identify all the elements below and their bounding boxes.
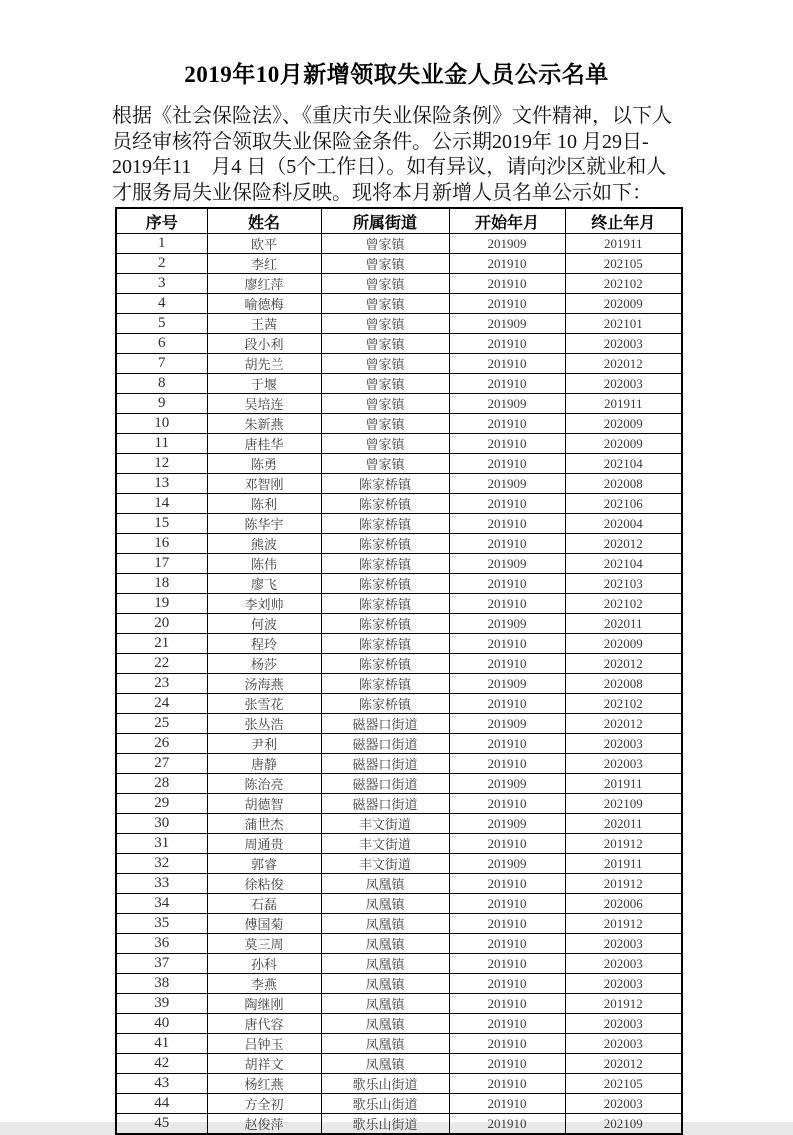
table-cell: 201909 bbox=[449, 314, 565, 334]
table-cell: 曾家镇 bbox=[321, 454, 449, 474]
table-cell: 陈家桥镇 bbox=[321, 694, 449, 714]
table-row bbox=[116, 254, 682, 274]
cell-seq: 32 bbox=[116, 854, 207, 874]
table-row bbox=[116, 714, 682, 734]
table-cell: 201910 bbox=[449, 514, 565, 534]
table-cell: 唐静 bbox=[207, 754, 321, 774]
table-cell: 吕钟玉 bbox=[207, 1034, 321, 1054]
intro-paragraph bbox=[112, 104, 686, 206]
column-header: 序号 bbox=[116, 208, 207, 234]
table-cell: 201909 bbox=[449, 854, 565, 874]
table-cell: 曾家镇 bbox=[321, 234, 449, 254]
table-cell: 201910 bbox=[449, 954, 565, 974]
table-row bbox=[116, 594, 682, 614]
table-cell: 202012 bbox=[565, 354, 682, 374]
table-cell: 孙科 bbox=[207, 954, 321, 974]
table-cell: 曾家镇 bbox=[321, 414, 449, 434]
table-cell: 201910 bbox=[449, 454, 565, 474]
table-row bbox=[116, 1054, 682, 1074]
table-cell: 201910 bbox=[449, 974, 565, 994]
table-cell: 凤凰镇 bbox=[321, 1034, 449, 1054]
table-cell: 张丛浩 bbox=[207, 714, 321, 734]
table-cell: 陈治亮 bbox=[207, 774, 321, 794]
cell-seq: 23 bbox=[116, 674, 207, 694]
table-cell: 傅国菊 bbox=[207, 914, 321, 934]
table-row bbox=[116, 294, 682, 314]
table-cell: 磁器口街道 bbox=[321, 714, 449, 734]
table-cell: 邓智刚 bbox=[207, 474, 321, 494]
cell-seq: 15 bbox=[116, 514, 207, 534]
table-cell: 喻德梅 bbox=[207, 294, 321, 314]
table-cell: 201910 bbox=[449, 1034, 565, 1054]
table-cell: 陈家桥镇 bbox=[321, 614, 449, 634]
table-cell: 201910 bbox=[449, 754, 565, 774]
page-title: 2019年10月新增领取失业金人员公示名单 bbox=[184, 62, 609, 87]
table-row bbox=[116, 634, 682, 654]
table-cell: 丰文街道 bbox=[321, 854, 449, 874]
table-cell: 202012 bbox=[565, 654, 682, 674]
cell-seq: 30 bbox=[116, 814, 207, 834]
table-body bbox=[116, 234, 682, 1135]
cell-seq: 17 bbox=[116, 554, 207, 574]
table-row bbox=[116, 834, 682, 854]
table-cell: 202101 bbox=[565, 314, 682, 334]
cell-seq: 16 bbox=[116, 534, 207, 554]
intro-line: 根据《社会保险法》、《重庆市失业保险条例》文件精神，以下人 bbox=[112, 105, 672, 127]
table-cell: 唐代容 bbox=[207, 1014, 321, 1034]
table-cell: 201910 bbox=[449, 534, 565, 554]
table-row bbox=[116, 354, 682, 374]
cell-seq: 8 bbox=[116, 374, 207, 394]
table-cell: 201909 bbox=[449, 234, 565, 254]
table-cell: 凤凰镇 bbox=[321, 954, 449, 974]
table-cell: 赵俊萍 bbox=[207, 1114, 321, 1135]
table-cell: 曾家镇 bbox=[321, 394, 449, 414]
table-cell: 201910 bbox=[449, 294, 565, 314]
cell-seq: 45 bbox=[116, 1114, 207, 1135]
table-cell: 201910 bbox=[449, 254, 565, 274]
table-cell: 202008 bbox=[565, 674, 682, 694]
table-row bbox=[116, 314, 682, 334]
table-cell: 磁器口街道 bbox=[321, 794, 449, 814]
table-cell: 陈家桥镇 bbox=[321, 514, 449, 534]
table-cell: 201910 bbox=[449, 654, 565, 674]
table-row bbox=[116, 814, 682, 834]
cell-seq: 11 bbox=[116, 434, 207, 454]
table-cell: 201912 bbox=[565, 874, 682, 894]
table-cell: 202009 bbox=[565, 414, 682, 434]
table-cell: 磁器口街道 bbox=[321, 774, 449, 794]
table-header-row bbox=[116, 208, 682, 234]
table-cell: 曾家镇 bbox=[321, 294, 449, 314]
table-cell: 202105 bbox=[565, 1074, 682, 1094]
table-row bbox=[116, 574, 682, 594]
table-cell: 曾家镇 bbox=[321, 254, 449, 274]
table-cell: 201910 bbox=[449, 914, 565, 934]
table-row bbox=[116, 474, 682, 494]
table-cell: 201909 bbox=[449, 394, 565, 414]
cell-seq: 43 bbox=[116, 1074, 207, 1094]
table-row bbox=[116, 374, 682, 394]
table-row bbox=[116, 754, 682, 774]
table-cell: 202003 bbox=[565, 374, 682, 394]
table-row bbox=[116, 334, 682, 354]
table-cell: 202102 bbox=[565, 694, 682, 714]
cell-seq: 4 bbox=[116, 294, 207, 314]
table-cell: 201910 bbox=[449, 934, 565, 954]
cell-seq: 6 bbox=[116, 334, 207, 354]
cell-seq: 28 bbox=[116, 774, 207, 794]
table-cell: 欧平 bbox=[207, 234, 321, 254]
table-cell: 凤凰镇 bbox=[321, 994, 449, 1014]
table-cell: 莫三周 bbox=[207, 934, 321, 954]
table-cell: 201910 bbox=[449, 1114, 565, 1135]
table-cell: 歌乐山街道 bbox=[321, 1114, 449, 1135]
table-cell: 201910 bbox=[449, 434, 565, 454]
table-cell: 201909 bbox=[449, 474, 565, 494]
table-cell: 202012 bbox=[565, 714, 682, 734]
table-cell: 202003 bbox=[565, 1034, 682, 1054]
table-cell: 陈家桥镇 bbox=[321, 674, 449, 694]
table-cell: 胡祥文 bbox=[207, 1054, 321, 1074]
table-cell: 曾家镇 bbox=[321, 354, 449, 374]
table-cell: 202102 bbox=[565, 274, 682, 294]
cell-seq: 35 bbox=[116, 914, 207, 934]
table-cell: 曾家镇 bbox=[321, 334, 449, 354]
cell-seq: 29 bbox=[116, 794, 207, 814]
table-cell: 202004 bbox=[565, 514, 682, 534]
cell-seq: 14 bbox=[116, 494, 207, 514]
table-cell: 磁器口街道 bbox=[321, 754, 449, 774]
cell-seq: 33 bbox=[116, 874, 207, 894]
table-cell: 胡德智 bbox=[207, 794, 321, 814]
table-cell: 202011 bbox=[565, 614, 682, 634]
table-cell: 201910 bbox=[449, 694, 565, 714]
table-cell: 王茜 bbox=[207, 314, 321, 334]
table-cell: 陈家桥镇 bbox=[321, 534, 449, 554]
cell-seq: 27 bbox=[116, 754, 207, 774]
cell-seq: 1 bbox=[116, 234, 207, 254]
cell-seq: 13 bbox=[116, 474, 207, 494]
table-cell: 磁器口街道 bbox=[321, 734, 449, 754]
table-cell: 曾家镇 bbox=[321, 374, 449, 394]
table-row bbox=[116, 974, 682, 994]
table-cell: 郭睿 bbox=[207, 854, 321, 874]
table-row bbox=[116, 854, 682, 874]
cell-seq: 36 bbox=[116, 934, 207, 954]
table-row bbox=[116, 234, 682, 254]
table-cell: 陈家桥镇 bbox=[321, 634, 449, 654]
table-row bbox=[116, 1094, 682, 1114]
table-cell: 201910 bbox=[449, 494, 565, 514]
table-cell: 凤凰镇 bbox=[321, 1054, 449, 1074]
table-row bbox=[116, 694, 682, 714]
table-cell: 202104 bbox=[565, 454, 682, 474]
table-cell: 陈利 bbox=[207, 494, 321, 514]
table-cell: 202109 bbox=[565, 1114, 682, 1135]
table-cell: 201909 bbox=[449, 814, 565, 834]
table-cell: 201910 bbox=[449, 1014, 565, 1034]
table-cell: 杨莎 bbox=[207, 654, 321, 674]
cell-seq: 20 bbox=[116, 614, 207, 634]
table-cell: 201909 bbox=[449, 614, 565, 634]
table-cell: 202102 bbox=[565, 594, 682, 614]
table-cell: 廖飞 bbox=[207, 574, 321, 594]
cell-seq: 25 bbox=[116, 714, 207, 734]
cell-seq: 19 bbox=[116, 594, 207, 614]
cell-seq: 22 bbox=[116, 654, 207, 674]
table-cell: 周通贵 bbox=[207, 834, 321, 854]
table-row bbox=[116, 774, 682, 794]
table-cell: 方全初 bbox=[207, 1094, 321, 1114]
table-cell: 凤凰镇 bbox=[321, 974, 449, 994]
table-row bbox=[116, 654, 682, 674]
table-row bbox=[116, 794, 682, 814]
table-row bbox=[116, 674, 682, 694]
table-cell: 201911 bbox=[565, 774, 682, 794]
table-cell: 202105 bbox=[565, 254, 682, 274]
table-cell: 廖红萍 bbox=[207, 274, 321, 294]
cell-seq: 38 bbox=[116, 974, 207, 994]
table-cell: 凤凰镇 bbox=[321, 934, 449, 954]
table-cell: 201910 bbox=[449, 1074, 565, 1094]
table-cell: 吴培连 bbox=[207, 394, 321, 414]
cell-seq: 3 bbox=[116, 274, 207, 294]
table-cell: 胡先兰 bbox=[207, 354, 321, 374]
table-cell: 于堰 bbox=[207, 374, 321, 394]
table-cell: 201910 bbox=[449, 274, 565, 294]
table-cell: 201910 bbox=[449, 594, 565, 614]
table-cell: 202009 bbox=[565, 434, 682, 454]
table-cell: 何波 bbox=[207, 614, 321, 634]
table-row bbox=[116, 554, 682, 574]
cell-seq: 42 bbox=[116, 1054, 207, 1074]
table-cell: 201910 bbox=[449, 994, 565, 1014]
cell-seq: 5 bbox=[116, 314, 207, 334]
cell-seq: 10 bbox=[116, 414, 207, 434]
table-cell: 熊波 bbox=[207, 534, 321, 554]
table-cell: 202003 bbox=[565, 934, 682, 954]
table-row bbox=[116, 874, 682, 894]
table-cell: 201910 bbox=[449, 894, 565, 914]
table-cell: 凤凰镇 bbox=[321, 914, 449, 934]
table-cell: 汤海燕 bbox=[207, 674, 321, 694]
table-cell: 202003 bbox=[565, 1094, 682, 1114]
table-cell: 202006 bbox=[565, 894, 682, 914]
table-cell: 蒲世杰 bbox=[207, 814, 321, 834]
table-cell: 201910 bbox=[449, 634, 565, 654]
cell-seq: 40 bbox=[116, 1014, 207, 1034]
table-cell: 201910 bbox=[449, 794, 565, 814]
table-cell: 202109 bbox=[565, 794, 682, 814]
column-header: 终止年月 bbox=[565, 208, 682, 234]
table-cell: 陈勇 bbox=[207, 454, 321, 474]
table-cell: 陈家桥镇 bbox=[321, 594, 449, 614]
table-cell: 曾家镇 bbox=[321, 314, 449, 334]
table-cell: 陈家桥镇 bbox=[321, 654, 449, 674]
table-cell: 凤凰镇 bbox=[321, 874, 449, 894]
table-row bbox=[116, 394, 682, 414]
table-row bbox=[116, 894, 682, 914]
cell-seq: 37 bbox=[116, 954, 207, 974]
table-row bbox=[116, 274, 682, 294]
table-cell: 201912 bbox=[565, 834, 682, 854]
table-row bbox=[116, 534, 682, 554]
table-cell: 202003 bbox=[565, 1014, 682, 1034]
table-cell: 201912 bbox=[565, 994, 682, 1014]
table-cell: 202011 bbox=[565, 814, 682, 834]
table-row bbox=[116, 914, 682, 934]
table-cell: 201910 bbox=[449, 354, 565, 374]
table-cell: 丰文街道 bbox=[321, 834, 449, 854]
table-row bbox=[116, 1114, 682, 1135]
cell-seq: 24 bbox=[116, 694, 207, 714]
column-header: 开始年月 bbox=[449, 208, 565, 234]
table-cell: 凤凰镇 bbox=[321, 1014, 449, 1034]
cell-seq: 31 bbox=[116, 834, 207, 854]
table-cell: 陈家桥镇 bbox=[321, 494, 449, 514]
table-row bbox=[116, 1034, 682, 1054]
table-cell: 201910 bbox=[449, 874, 565, 894]
table-cell: 陈家桥镇 bbox=[321, 474, 449, 494]
table-cell: 202003 bbox=[565, 974, 682, 994]
cell-seq: 41 bbox=[116, 1034, 207, 1054]
table-cell: 201910 bbox=[449, 574, 565, 594]
table-cell: 201911 bbox=[565, 854, 682, 874]
table-cell: 歌乐山街道 bbox=[321, 1094, 449, 1114]
table-cell: 李燕 bbox=[207, 974, 321, 994]
table-cell: 202103 bbox=[565, 574, 682, 594]
table-cell: 201910 bbox=[449, 334, 565, 354]
table-cell: 李红 bbox=[207, 254, 321, 274]
table-cell: 201910 bbox=[449, 374, 565, 394]
table-row bbox=[116, 1074, 682, 1094]
table-cell: 202012 bbox=[565, 534, 682, 554]
table-cell: 尹利 bbox=[207, 734, 321, 754]
table-cell: 201910 bbox=[449, 734, 565, 754]
table-cell: 杨红燕 bbox=[207, 1074, 321, 1094]
table-row bbox=[116, 454, 682, 474]
column-header: 所属街道 bbox=[321, 208, 449, 234]
table-cell: 陈伟 bbox=[207, 554, 321, 574]
table-cell: 201910 bbox=[449, 1094, 565, 1114]
table-cell: 朱新燕 bbox=[207, 414, 321, 434]
table-cell: 202106 bbox=[565, 494, 682, 514]
table-cell: 202003 bbox=[565, 734, 682, 754]
table-cell: 202104 bbox=[565, 554, 682, 574]
table-row bbox=[116, 954, 682, 974]
table-cell: 凤凰镇 bbox=[321, 894, 449, 914]
table-cell: 张雪花 bbox=[207, 694, 321, 714]
table-cell: 201909 bbox=[449, 674, 565, 694]
cell-seq: 12 bbox=[116, 454, 207, 474]
table-cell: 201912 bbox=[565, 914, 682, 934]
cell-seq: 9 bbox=[116, 394, 207, 414]
recipients-table bbox=[115, 207, 683, 1135]
intro-line: 才服务局失业保险科反映。现将本月新增人员名单公示如下： bbox=[112, 181, 652, 204]
table-cell: 201909 bbox=[449, 554, 565, 574]
table-row bbox=[116, 494, 682, 514]
table-cell: 段小利 bbox=[207, 334, 321, 354]
table-cell: 201909 bbox=[449, 774, 565, 794]
table-cell: 202003 bbox=[565, 954, 682, 974]
intro-line: 2019年11 月4 日（5个工作日）。如有异议，请向沙区就业和人 bbox=[112, 156, 667, 178]
table-cell: 李刘帅 bbox=[207, 594, 321, 614]
column-header: 姓名 bbox=[207, 208, 321, 234]
cell-seq: 34 bbox=[116, 894, 207, 914]
table-cell: 202008 bbox=[565, 474, 682, 494]
cell-seq: 18 bbox=[116, 574, 207, 594]
table-cell: 201911 bbox=[565, 394, 682, 414]
table-row bbox=[116, 934, 682, 954]
table-cell: 陶继刚 bbox=[207, 994, 321, 1014]
table-cell: 202003 bbox=[565, 754, 682, 774]
table-cell: 201910 bbox=[449, 414, 565, 434]
cell-seq: 39 bbox=[116, 994, 207, 1014]
cell-seq: 7 bbox=[116, 354, 207, 374]
table-cell: 201910 bbox=[449, 1054, 565, 1074]
table-cell: 陈华宇 bbox=[207, 514, 321, 534]
cell-seq: 26 bbox=[116, 734, 207, 754]
table-cell: 202012 bbox=[565, 1054, 682, 1074]
table-cell: 陈家桥镇 bbox=[321, 574, 449, 594]
table-cell: 唐桂华 bbox=[207, 434, 321, 454]
cell-seq: 21 bbox=[116, 634, 207, 654]
table-cell: 202003 bbox=[565, 334, 682, 354]
table-row bbox=[116, 514, 682, 534]
table-row bbox=[116, 734, 682, 754]
table-cell: 201910 bbox=[449, 834, 565, 854]
table-cell: 201911 bbox=[565, 234, 682, 254]
table-cell: 曾家镇 bbox=[321, 434, 449, 454]
table-row bbox=[116, 1014, 682, 1034]
table-cell: 201909 bbox=[449, 714, 565, 734]
table-cell: 202009 bbox=[565, 634, 682, 654]
table-cell: 曾家镇 bbox=[321, 274, 449, 294]
table-row bbox=[116, 434, 682, 454]
table-row bbox=[116, 614, 682, 634]
table-row bbox=[116, 994, 682, 1014]
cell-seq: 44 bbox=[116, 1094, 207, 1114]
table-header bbox=[116, 208, 682, 234]
table-row bbox=[116, 414, 682, 434]
intro-line: 员经审核符合领取失业保险金条件。公示期2019年 10 月29日- bbox=[112, 130, 649, 153]
cell-seq: 2 bbox=[116, 254, 207, 274]
table-cell: 石磊 bbox=[207, 894, 321, 914]
table-cell: 丰文街道 bbox=[321, 814, 449, 834]
table-cell: 陈家桥镇 bbox=[321, 554, 449, 574]
table-cell: 202009 bbox=[565, 294, 682, 314]
table-cell: 歌乐山街道 bbox=[321, 1074, 449, 1094]
table-cell: 徐粘俊 bbox=[207, 874, 321, 894]
table-cell: 程玲 bbox=[207, 634, 321, 654]
